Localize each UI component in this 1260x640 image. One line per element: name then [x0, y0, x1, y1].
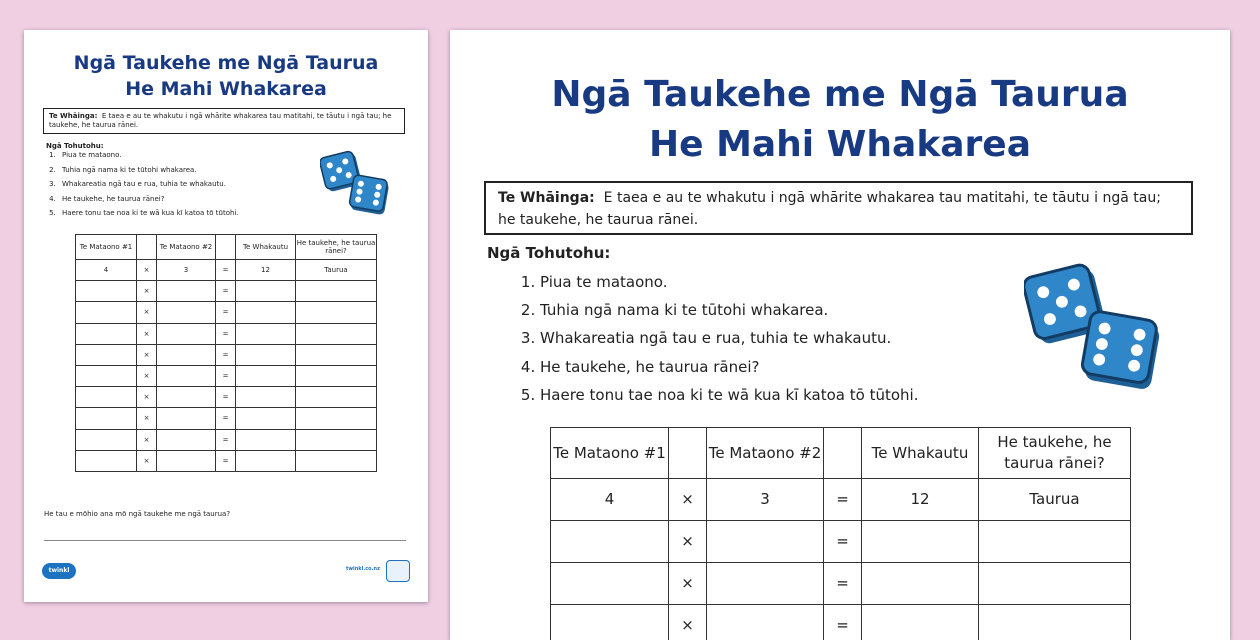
table-row: [551, 563, 1131, 605]
empty-cell: [862, 605, 979, 640]
header-cell: Te Whakautu: [862, 428, 979, 479]
worksheet-page: [450, 30, 1230, 640]
thumb-step: 4. He taukehe, he taurua rānei?: [58, 192, 338, 207]
times-sign: ×: [669, 605, 707, 640]
empty-cell: [236, 281, 296, 302]
empty-cell: [296, 408, 377, 429]
thumb-step: 3. Whakareatia ngā tau e rua, tuhia te whakautu.: [58, 177, 338, 192]
empty-cell: [157, 281, 216, 302]
empty-cell: [236, 408, 296, 429]
table-row: [76, 450, 377, 471]
empty-cell: [76, 281, 137, 302]
empty-cell: [707, 605, 824, 640]
equals-sign: =: [216, 281, 236, 302]
empty-cell: [236, 429, 296, 450]
header-cell: [137, 235, 157, 260]
answer-line: [44, 540, 406, 541]
empty-cell: [296, 365, 377, 386]
page-title-line1: Ngā Taukehe me Ngā Taurua: [450, 74, 1230, 115]
step: 5. Haere tonu tae noa ki te wā kua kī katoa tō tūtohi.: [540, 381, 1020, 409]
table-row: [76, 323, 377, 344]
empty-cell: [296, 344, 377, 365]
empty-cell: [296, 281, 377, 302]
table-row: [551, 521, 1131, 563]
worksheet-thumbnail: [24, 30, 428, 602]
times-sign: ×: [137, 408, 157, 429]
empty-cell: [157, 387, 216, 408]
cell: 12: [862, 479, 979, 521]
empty-cell: [236, 387, 296, 408]
step: 3. Whakareatia ngā tau e rua, tuhia te whakautu.: [540, 324, 1020, 352]
steps-list: [514, 268, 1020, 409]
multiplication-table: [550, 427, 1131, 640]
table-row: [551, 605, 1131, 640]
header-cell: Te Mataono #1: [76, 235, 137, 260]
cell: ×: [669, 479, 707, 521]
empty-cell: [76, 450, 137, 471]
empty-cell: [236, 450, 296, 471]
empty-cell: [76, 408, 137, 429]
cell: 12: [236, 260, 296, 281]
table-header-row: [76, 235, 377, 260]
times-sign: ×: [137, 281, 157, 302]
times-sign: ×: [669, 521, 707, 563]
header-cell: He taukehe, he taurua rānei?: [979, 428, 1131, 479]
equals-sign: =: [824, 605, 862, 640]
empty-cell: [76, 365, 137, 386]
equals-sign: =: [824, 563, 862, 605]
goal-label: Te Whāinga:: [498, 190, 595, 206]
header-cell: Te Mataono #2: [707, 428, 824, 479]
table-row: [76, 365, 377, 386]
empty-cell: [296, 302, 377, 323]
times-sign: ×: [137, 323, 157, 344]
thumb-step: 2. Tuhia ngā nama ki te tūtohi whakarea.: [58, 163, 338, 178]
steps-heading: Ngā Tohutohu:: [487, 244, 610, 262]
badge-icon: [386, 560, 410, 582]
header-cell: [669, 428, 707, 479]
times-sign: ×: [137, 450, 157, 471]
empty-cell: [236, 323, 296, 344]
table-row: [76, 302, 377, 323]
empty-cell: [236, 365, 296, 386]
step: 4. He taukehe, he taurua rānei?: [540, 353, 1020, 381]
thumb-goal-text: E taea e au te whakutu i ngā whārite whakarea tau matitahi, te tāutu i ngā tau; he taukehe, he taurua rānei.: [49, 112, 391, 129]
equals-sign: =: [824, 521, 862, 563]
table-row: [76, 429, 377, 450]
times-sign: ×: [137, 387, 157, 408]
table-row: [76, 260, 377, 281]
footer-url: twinkl.co.nz: [346, 566, 380, 572]
empty-cell: [979, 521, 1131, 563]
equals-sign: =: [216, 344, 236, 365]
thumb-step: 5. Haere tonu tae noa ki te wā kua kī katoa tō tūtohi.: [58, 206, 338, 221]
empty-cell: [76, 323, 137, 344]
cell: Taurua: [979, 479, 1131, 521]
empty-cell: [236, 302, 296, 323]
table-row: [76, 344, 377, 365]
thumb-steps-heading: Ngā Tohutohu:: [46, 142, 104, 150]
empty-cell: [76, 429, 137, 450]
page-table-body: [551, 479, 1131, 640]
table-row: [76, 408, 377, 429]
step: 2. Tuhia ngā nama ki te tūtohi whakarea.: [540, 296, 1020, 324]
cell: 4: [76, 260, 137, 281]
empty-cell: [551, 605, 669, 640]
equals-sign: =: [216, 429, 236, 450]
thumb-multiplication-table: [75, 234, 377, 472]
twinkl-logo: twinkl: [42, 563, 76, 579]
step: 1. Piua te mataono.: [540, 268, 1020, 296]
dice-icon: [1024, 262, 1162, 396]
thumb-question: He tau e mōhio ana mō ngā taukehe me ngā taurua?: [44, 510, 230, 518]
times-sign: ×: [137, 302, 157, 323]
times-sign: ×: [137, 365, 157, 386]
empty-cell: [862, 563, 979, 605]
times-sign: ×: [669, 563, 707, 605]
thumb-step: 1. Piua te mataono.: [58, 148, 338, 163]
thumb-table-body: [76, 260, 377, 472]
header-cell: [216, 235, 236, 260]
empty-cell: [979, 563, 1131, 605]
page-title-line2: He Mahi Whakarea: [450, 124, 1230, 165]
cell: 3: [707, 479, 824, 521]
table-header-row: [551, 428, 1131, 479]
empty-cell: [296, 429, 377, 450]
empty-cell: [296, 387, 377, 408]
table-row: [551, 479, 1131, 521]
empty-cell: [157, 302, 216, 323]
thumb-steps-list: [46, 148, 338, 221]
empty-cell: [76, 344, 137, 365]
empty-cell: [157, 365, 216, 386]
cell: 4: [551, 479, 669, 521]
times-sign: ×: [137, 429, 157, 450]
empty-cell: [296, 450, 377, 471]
table-row: [76, 281, 377, 302]
empty-cell: [157, 450, 216, 471]
thumb-goal-box: [43, 108, 405, 134]
empty-cell: [551, 563, 669, 605]
header-cell: Te Whakautu: [236, 235, 296, 260]
thumb-title-line1: Ngā Taukehe me Ngā Taurua: [24, 52, 428, 74]
equals-sign: =: [216, 450, 236, 471]
header-cell: He taukehe, he taurua rānei?: [296, 235, 377, 260]
equals-sign: =: [216, 323, 236, 344]
empty-cell: [236, 344, 296, 365]
cell: =: [824, 479, 862, 521]
cell: 3: [157, 260, 216, 281]
table-row: [76, 387, 377, 408]
goal-text: E taea e au te whakutu i ngā whārite whakarea tau matitahi, te tāutu i ngā tau; he taukehe, he taurua rānei.: [498, 190, 1161, 228]
empty-cell: [157, 323, 216, 344]
thumb-title-line2: He Mahi Whakarea: [24, 78, 428, 100]
equals-sign: =: [216, 302, 236, 323]
empty-cell: [157, 429, 216, 450]
equals-sign: =: [216, 408, 236, 429]
empty-cell: [707, 521, 824, 563]
empty-cell: [551, 521, 669, 563]
empty-cell: [76, 302, 137, 323]
equals-sign: =: [216, 387, 236, 408]
header-cell: [824, 428, 862, 479]
empty-cell: [862, 521, 979, 563]
empty-cell: [979, 605, 1131, 640]
empty-cell: [707, 563, 824, 605]
header-cell: Te Mataono #2: [157, 235, 216, 260]
dice-icon: [320, 150, 390, 218]
empty-cell: [157, 408, 216, 429]
goal-box: [484, 181, 1193, 235]
empty-cell: [76, 387, 137, 408]
cell: ×: [137, 260, 157, 281]
equals-sign: =: [216, 365, 236, 386]
cell: Taurua: [296, 260, 377, 281]
empty-cell: [296, 323, 377, 344]
cell: =: [216, 260, 236, 281]
thumb-goal-label: Te Whāinga:: [49, 112, 97, 120]
header-cell: Te Mataono #1: [551, 428, 669, 479]
empty-cell: [157, 344, 216, 365]
times-sign: ×: [137, 344, 157, 365]
